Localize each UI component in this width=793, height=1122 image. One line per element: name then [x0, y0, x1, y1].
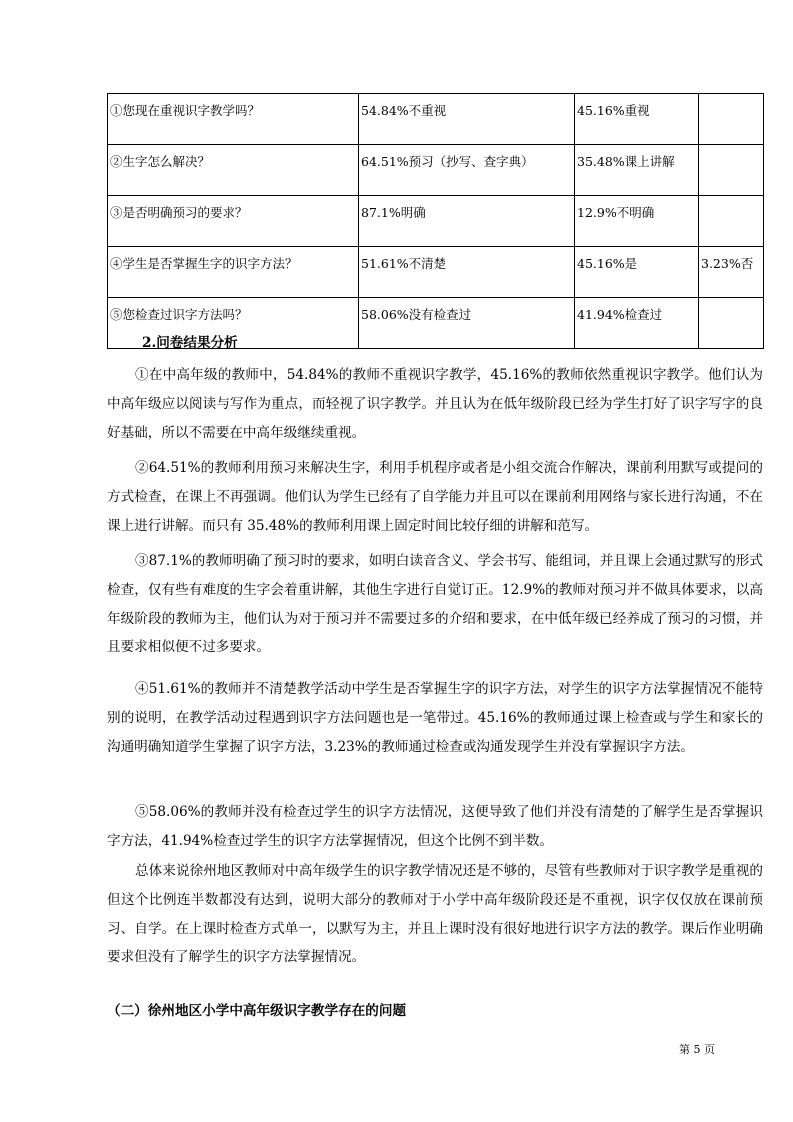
paragraph-2: ②64.51%的教师利用预习来解决生字，利用手机程序或者是小组交流合作解决，课前利用默写或提问的方式检查，在课上不再强调。他们认为学生已经有了自学能力并且可以在课前利用网络与家长进行沟通，不在课上进行讲解。而只有 35.48%的教师利用课上固定时间比较仔细的讲解和范写。	[107, 460, 763, 534]
answer-cell: 87.1%明确	[359, 196, 575, 247]
table-row	[108, 94, 764, 145]
paragraph-summary: 总体来说徐州地区教师对中高年级学生的识字教学情况还是不够的，尽管有些教师对于识字教学是重视的但这个比例连半数都没有达到，说明大部分的教师对于小学中高年级阶段还是不重视，识字仅仅放在课前预习、自学。在上课时检查方式单一，以默写为主，并且上课时没有很好地进行识字方法的教学。课后作业明确要求但没有了解学生的识字方法掌握情况。	[107, 863, 763, 966]
section-2-heading: 2.问卷结果分析	[142, 335, 238, 351]
answer-cell: 35.48%课上讲解	[575, 145, 699, 196]
survey-results-table	[107, 93, 764, 349]
answer-cell	[699, 196, 764, 247]
answer-cell: 45.16%重视	[575, 94, 699, 145]
paragraph-5: ⑤58.06%的教师并没有检查过学生的识字方法情况，这便导致了他们并没有清楚的了解学生是否掌握识字方法，41.94%检查过学生的识字方法掌握情况，但这个比例不到半数。	[107, 804, 763, 849]
question-cell: ③是否明确预习的要求？	[108, 196, 359, 247]
answer-cell	[699, 145, 764, 196]
answer-cell	[699, 94, 764, 145]
table-row	[108, 196, 764, 247]
question-cell: ①您现在重视识字教学吗？	[108, 94, 359, 145]
page-number: 第 5 页	[679, 1043, 715, 1056]
table-row	[108, 247, 764, 298]
question-cell: ④学生是否掌握生字的识字方法？	[108, 247, 359, 298]
paragraph-1: ①在中高年级的教师中，54.84%的教师不重视识字教学，45.16%的教师依然重视识字教学。他们认为中高年级应以阅读与写作为重点，而轻视了识字教学。并且认为在低年级阶段已经为学生打好了识字写字的良好基础，所以不需要在中高年级继续重视。	[107, 367, 763, 441]
answer-cell: 64.51%预习（抄写、查字典）	[359, 145, 575, 196]
question-cell: ②生字怎么解决？	[108, 145, 359, 196]
answer-cell: 58.06%没有检查过	[359, 298, 575, 349]
paragraph-4: ④51.61%的教师并不清楚教学活动中学生是否掌握生字的识字方法，对学生的识字方法掌握情况不能特别的说明，在教学活动过程遇到识字方法问题也是一笔带过。45.16%的教师通过课上检查或与学生和家长的沟通明确知道学生掌握了识字方法，3.23%的教师通过检查或沟通发现学生并没有掌握识字方法。	[107, 681, 763, 755]
answer-cell	[699, 298, 764, 349]
question-cell: ⑤您检查过识字方法吗？	[108, 298, 359, 349]
table-row	[108, 145, 764, 196]
answer-cell: 45.16%是	[575, 247, 699, 298]
answer-cell: 3.23%否	[699, 247, 764, 298]
answer-cell: 41.94%检查过	[575, 298, 699, 349]
section-heading: （二）徐州地区小学中高年级识字教学存在的问题	[107, 1003, 407, 1019]
answer-cell: 54.84%不重视	[359, 94, 575, 145]
answer-cell: 12.9%不明确	[575, 196, 699, 247]
paragraph-3: ③87.1%的教师明确了预习时的要求，如明白读音含义、学会书写、能组词，并且课上会通过默写的形式检查，仅有些有难度的生字会着重讲解，其他生字进行自觉订正。12.9%的教师对预习并不做具体要求，以高年级阶段的教师为主，他们认为对于预习并不需要过多的介绍和要求，在中低年级已经养成了预习的习惯，并且要求相似便不过多要求。	[107, 553, 763, 656]
answer-cell: 51.61%不清楚	[359, 247, 575, 298]
